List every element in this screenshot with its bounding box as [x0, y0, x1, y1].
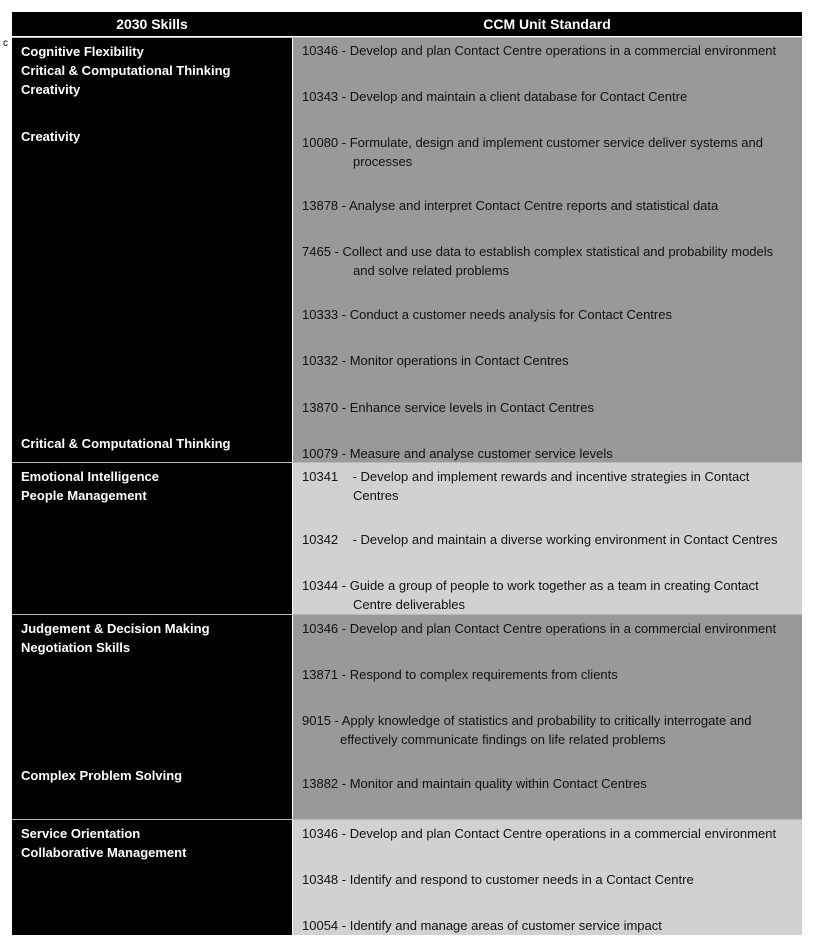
units-cell	[293, 615, 802, 820]
unit-standard	[302, 916, 802, 935]
table-group-1	[12, 37, 802, 463]
unit-code: 10332	[302, 353, 339, 368]
skills-cell	[12, 38, 292, 463]
table-group-4	[12, 819, 802, 935]
table-header	[12, 12, 802, 36]
unit-title: - Analyse and interpret Contact Centre reports and statistical data	[338, 198, 719, 213]
skill-label: Collaborative Management	[21, 845, 187, 860]
unit-title: - Measure and analyse customer service levels	[338, 446, 613, 461]
unit-title: - Develop and plan Contact Centre operations in a commercial environment	[338, 621, 777, 636]
header-ccm-unit-standard: CCM Unit Standard	[483, 16, 611, 32]
unit-standard	[302, 242, 802, 280]
unit-standard	[302, 196, 802, 215]
unit-standard	[302, 870, 802, 889]
unit-standard	[302, 665, 802, 684]
unit-standard	[302, 530, 802, 549]
header-2030-skills: 2030 Skills	[116, 16, 188, 32]
unit-code: 10054	[302, 918, 339, 933]
unit-standard	[302, 87, 802, 106]
unit-code: 10344	[302, 578, 339, 593]
units-cell	[293, 820, 802, 935]
unit-standard	[302, 351, 802, 370]
units-cell	[293, 38, 802, 463]
units-cell	[293, 463, 802, 615]
unit-code: 10346	[302, 826, 339, 841]
unit-title: - Conduct a customer needs analysis for Contact Centres	[338, 307, 672, 322]
unit-standard	[302, 305, 802, 324]
unit-standard	[302, 824, 802, 843]
unit-code: 10348	[302, 872, 339, 887]
unit-title: - Monitor and maintain quality within Contact Centres	[338, 776, 647, 791]
skill-label: Service Orientation	[21, 826, 141, 841]
unit-title: - Enhance service levels in Contact Centres	[338, 400, 594, 415]
unit-title: - Formulate, design and implement customer service deliver systems and	[338, 135, 763, 150]
unit-standard	[302, 398, 802, 417]
unit-standard	[302, 41, 802, 60]
skill-label: Critical & Computational Thinking	[21, 63, 231, 78]
unit-code: 13870	[302, 400, 339, 415]
skill-label: Creativity	[21, 129, 81, 144]
unit-title: - Apply knowledge of statistics and probability to critically interrogate and	[330, 713, 752, 728]
unit-title: - Collect and use data to establish complex statistical and probability models	[330, 244, 774, 259]
table-group-3	[12, 614, 802, 820]
skill-label: Complex Problem Solving	[21, 768, 183, 783]
unit-title-continued: Centre deliverables	[353, 597, 466, 612]
unit-title: - Identify and respond to customer needs in a Contact Centre	[338, 872, 694, 887]
unit-code: 7465	[302, 244, 331, 259]
unit-code: 10333	[302, 307, 339, 322]
unit-code: 10346	[302, 621, 339, 636]
unit-title: - Monitor operations in Contact Centres	[338, 353, 569, 368]
skill-label: Creativity	[21, 82, 81, 97]
skill-label: People Management	[21, 488, 147, 503]
unit-code: 13882	[302, 776, 339, 791]
unit-standard	[302, 444, 802, 463]
unit-title: - Develop and implement rewards and incentive strategies in Contact	[338, 469, 750, 484]
unit-code: 10343	[302, 89, 339, 104]
unit-title: - Identify and manage areas of customer service impact	[338, 918, 662, 933]
unit-standard	[302, 774, 802, 793]
unit-title: - Guide a group of people to work together as a team in creating Contact	[338, 578, 759, 593]
unit-code: 10079	[302, 446, 339, 461]
unit-code: 10080	[302, 135, 339, 150]
skill-label: Judgement & Decision Making	[21, 621, 210, 636]
skill-label: Negotiation Skills	[21, 640, 131, 655]
skills-cell	[12, 615, 292, 820]
skills-cell	[12, 820, 292, 935]
unit-code: 13878	[302, 198, 339, 213]
unit-standard	[302, 619, 802, 638]
unit-title-continued: Centres	[353, 488, 399, 503]
skills-cell	[12, 463, 292, 615]
unit-code: 10342	[302, 532, 339, 547]
unit-standard	[302, 133, 802, 171]
skill-label: Critical & Computational Thinking	[21, 436, 231, 451]
table-group-2	[12, 462, 802, 615]
unit-code: 13871	[302, 667, 339, 682]
unit-standard	[302, 711, 802, 749]
skills-table	[12, 12, 802, 934]
unit-title-continued: effectively communicate findings on life related problems	[340, 732, 666, 747]
unit-title-continued: processes	[353, 154, 413, 169]
unit-code: 10346	[302, 43, 339, 58]
unit-title: - Develop and maintain a diverse working environment in Contact Centres	[338, 532, 778, 547]
unit-title: - Develop and plan Contact Centre operations in a commercial environment	[338, 43, 777, 58]
unit-code: 10341	[302, 469, 339, 484]
unit-standard	[302, 576, 802, 614]
unit-title: - Develop and plan Contact Centre operations in a commercial environment	[338, 826, 777, 841]
skill-label: Cognitive Flexibility	[21, 44, 144, 59]
unit-standard	[302, 467, 802, 505]
unit-title-continued: and solve related problems	[353, 263, 510, 278]
skill-label: Emotional Intelligence	[21, 469, 159, 484]
unit-title: - Develop and maintain a client database for Contact Centre	[338, 89, 688, 104]
stray-character: c	[3, 38, 8, 49]
unit-code: 9015	[302, 713, 331, 728]
unit-title: - Respond to complex requirements from clients	[338, 667, 618, 682]
